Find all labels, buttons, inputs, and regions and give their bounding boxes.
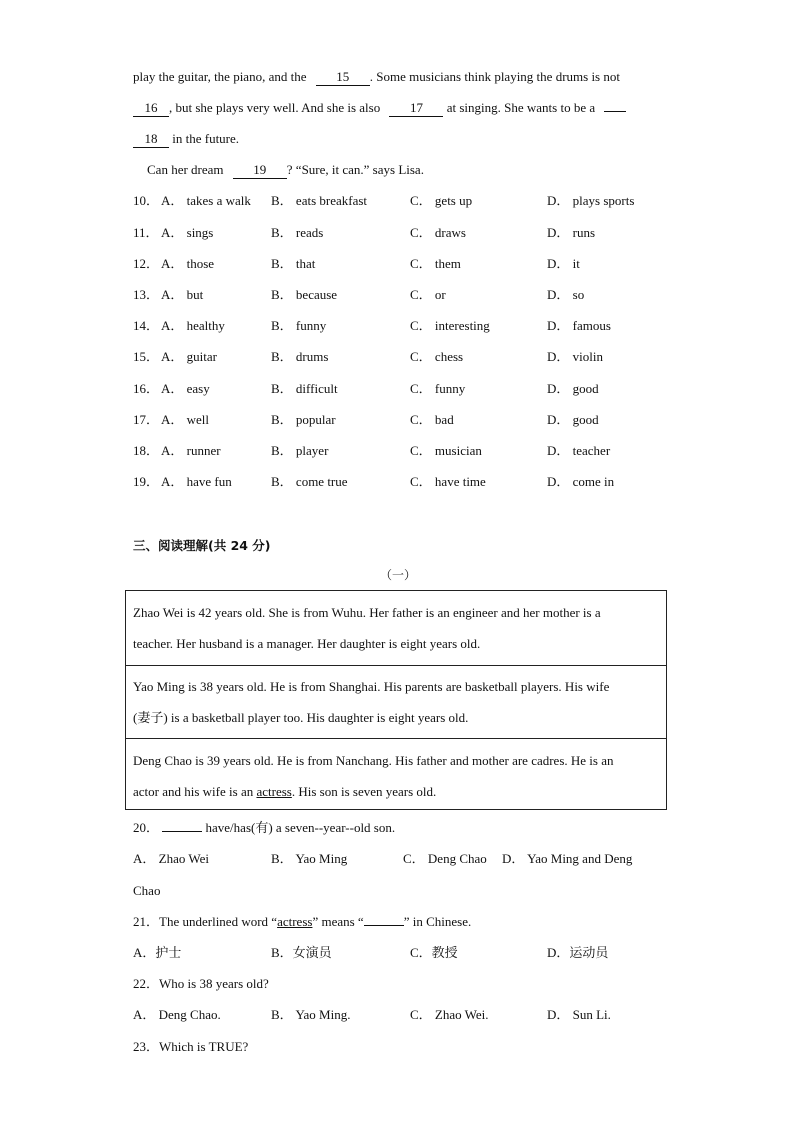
option-d[interactable]: D． Yao Ming and Deng	[502, 851, 633, 866]
option-d[interactable]: D． good	[547, 412, 599, 427]
cloze-text: ? “Sure, it can.” says Lisa.	[286, 162, 424, 177]
option-d[interactable]: D． Sun Li.	[547, 1007, 611, 1022]
option-c[interactable]: C． have time	[410, 474, 486, 489]
option-d[interactable]: D． famous	[547, 318, 611, 333]
option-c[interactable]: C． draws	[410, 225, 466, 240]
option-b[interactable]: B． popular	[271, 412, 336, 427]
cloze-text: Can her dream	[147, 162, 224, 177]
passage-text: (妻子) is a basketball player too. His daughter is eight years old.	[133, 710, 469, 725]
blank-19: 19	[233, 162, 287, 179]
cloze-text: at singing. She wants to be a	[446, 100, 596, 115]
passage-text: Zhao Wei is 42 years old. She is from Wuhu. Her father is an engineer and her mother is a	[133, 605, 601, 620]
question-text: The underlined word “	[159, 914, 278, 929]
section-title: 三、阅读理解(共 24 分)	[133, 538, 271, 553]
option-d[interactable]: D． runs	[547, 225, 596, 240]
passage-text: Deng Chao is 39 years old. He is from Nanchang. His father and mother are cadres. He is an	[133, 753, 614, 768]
blank-18: 18	[133, 131, 169, 148]
question-number: 22．	[133, 976, 160, 991]
passage-cell-yao	[126, 665, 666, 738]
question-row	[133, 381, 693, 397]
option-a[interactable]: A． Deng Chao.	[133, 1007, 221, 1022]
blank-18-start	[604, 111, 626, 112]
passage-cell-zhao	[126, 591, 666, 665]
question-row	[133, 318, 693, 334]
option-d[interactable]: D． teacher	[547, 443, 611, 458]
question-row	[133, 349, 693, 365]
question-number: 19．	[133, 474, 160, 489]
passage-text: teacher. Her husband is a manager. Her daughter is eight years old.	[133, 636, 481, 651]
option-d[interactable]: D． come in	[547, 474, 615, 489]
question-number: 17．	[133, 412, 160, 427]
cloze-text: in the future.	[172, 131, 240, 146]
passage-subtitle: （一）	[380, 568, 417, 582]
blank-15: 15	[316, 69, 370, 86]
question-row	[133, 193, 693, 209]
blank-17: 17	[389, 100, 443, 117]
option-d[interactable]: D． plays sports	[547, 193, 635, 208]
option-d[interactable]: D．运动员	[547, 945, 609, 960]
question-number: 10．	[133, 193, 160, 208]
option-c[interactable]: C．教授	[410, 945, 458, 960]
underlined-word: actress	[277, 914, 313, 929]
question-22	[133, 976, 269, 992]
answer-blank[interactable]	[162, 831, 202, 832]
question-21-options	[133, 945, 693, 961]
option-a[interactable]: A．护士	[133, 945, 182, 960]
option-d-continuation: Chao	[133, 883, 161, 898]
blank-16: 16	[133, 100, 169, 117]
cloze-line-2	[133, 100, 626, 117]
question-22-options	[133, 1007, 693, 1023]
cloze-text: , but she plays very well. And she is also	[169, 100, 381, 115]
passage-text: . His son is seven years old.	[291, 784, 437, 799]
option-a[interactable]: A． easy	[161, 381, 210, 396]
cloze-text: . Some musicians think playing the drums is not	[369, 69, 620, 84]
option-b[interactable]: B． come true	[271, 474, 348, 489]
option-a[interactable]: A． but	[161, 287, 204, 302]
cloze-line-3	[133, 131, 239, 148]
option-b[interactable]: B． difficult	[271, 381, 338, 396]
option-b[interactable]: B． that	[271, 256, 316, 271]
question-number: 13．	[133, 287, 160, 302]
option-a[interactable]: A． well	[161, 412, 210, 427]
option-a[interactable]: A． sings	[161, 225, 214, 240]
option-a[interactable]: A． runner	[161, 443, 221, 458]
option-b[interactable]: B． funny	[271, 318, 327, 333]
question-text: ” in Chinese.	[403, 914, 472, 929]
question-row	[133, 474, 693, 490]
option-b[interactable]: B． player	[271, 443, 329, 458]
question-21	[133, 914, 471, 930]
option-a[interactable]: A． healthy	[161, 318, 225, 333]
question-20-options	[133, 851, 693, 867]
question-row	[133, 287, 693, 303]
option-b[interactable]: B． reads	[271, 225, 324, 240]
option-a[interactable]: A． Zhao Wei	[133, 851, 209, 866]
question-row	[133, 225, 693, 241]
passage-table	[125, 590, 667, 810]
option-b[interactable]: B． Yao Ming.	[271, 1007, 351, 1022]
option-d[interactable]: D． violin	[547, 349, 603, 364]
passage-text: actor and his wife is an	[133, 784, 254, 799]
cloze-line-1	[133, 69, 620, 86]
question-row	[133, 443, 693, 459]
option-b[interactable]: B．女演员	[271, 945, 332, 960]
option-a[interactable]: A． takes a walk	[161, 193, 251, 208]
passage-text	[133, 776, 659, 807]
option-c[interactable]: C． Deng Chao	[403, 851, 487, 866]
option-d[interactable]: D． it	[547, 256, 580, 271]
option-c[interactable]: C． or	[410, 287, 446, 302]
option-c[interactable]: C． them	[410, 256, 461, 271]
underlined-word: actress	[256, 784, 292, 799]
question-text: Who is 38 years old?	[159, 976, 269, 991]
option-b[interactable]: B． drums	[271, 349, 329, 364]
option-a[interactable]: A． guitar	[161, 349, 217, 364]
option-b[interactable]: B． because	[271, 287, 338, 302]
question-number: 20．	[133, 820, 160, 835]
passage-cell-deng	[126, 738, 666, 810]
option-a[interactable]: A． those	[161, 256, 215, 271]
passage-text: Yao Ming is 38 years old. He is from Shanghai. His parents are basketball players. His wife	[133, 679, 610, 694]
option-c[interactable]: C． chess	[410, 349, 464, 364]
question-number: 18．	[133, 443, 160, 458]
cloze-text: play the guitar, the piano, and the	[133, 69, 307, 84]
question-23	[133, 1039, 248, 1055]
answer-blank[interactable]	[364, 925, 404, 926]
option-c[interactable]: C． musician	[410, 443, 482, 458]
question-row	[133, 412, 693, 428]
option-d[interactable]: D． so	[547, 287, 585, 302]
option-c[interactable]: C． gets up	[410, 193, 473, 208]
question-20	[133, 820, 395, 836]
question-number: 16．	[133, 381, 160, 396]
question-row	[133, 256, 693, 272]
question-text: have/has(有) a seven--year--old son.	[205, 820, 396, 835]
question-number: 15．	[133, 349, 160, 364]
option-c[interactable]: C． Zhao Wei.	[410, 1007, 489, 1022]
option-c[interactable]: C． funny	[410, 381, 466, 396]
question-number: 21．	[133, 914, 160, 929]
question-number: 14．	[133, 318, 160, 333]
option-b[interactable]: B． eats breakfast	[271, 193, 368, 208]
option-a[interactable]: A． have fun	[161, 474, 232, 489]
cloze-line-4	[147, 162, 424, 179]
option-d[interactable]: D． good	[547, 381, 599, 396]
question-number: 11．	[133, 225, 159, 240]
option-c[interactable]: C． bad	[410, 412, 454, 427]
question-number: 12．	[133, 256, 160, 271]
question-number: 23．	[133, 1039, 160, 1054]
question-text: Which is TRUE?	[159, 1039, 249, 1054]
option-c[interactable]: C． interesting	[410, 318, 490, 333]
option-b[interactable]: B． Yao Ming	[271, 851, 348, 866]
question-text: ” means “	[312, 914, 364, 929]
